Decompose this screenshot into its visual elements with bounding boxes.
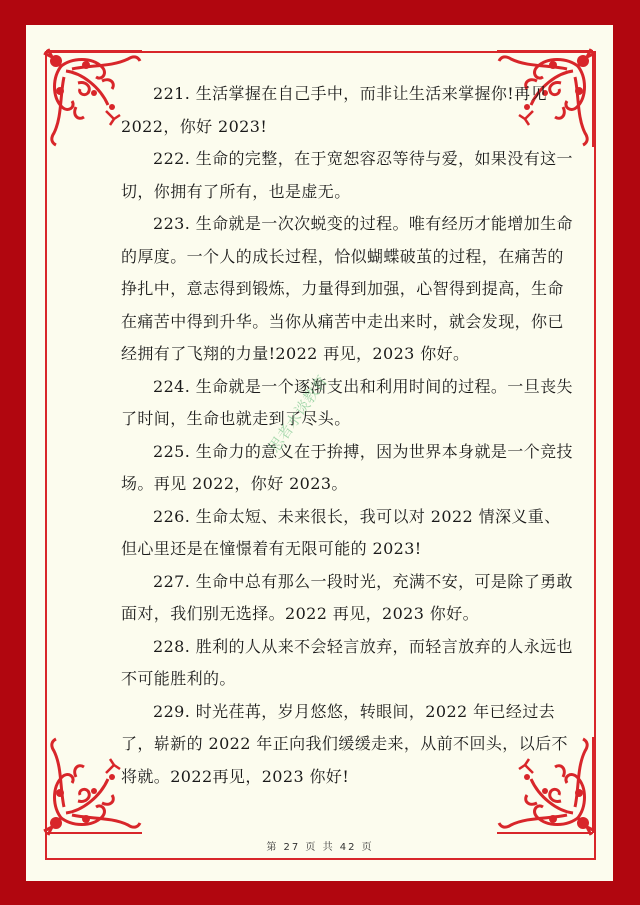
frame-border-bottom: [45, 858, 596, 860]
list-item: 225. 生命力的意义在于拚搏，因为世界本身就是一个竞技场。再见 2022，你好 2023。: [121, 441, 573, 493]
list-item: 224. 生命就是一个逐渐支出和利用时间的过程。一旦丧失了时间，生命也就走到了尽头。: [121, 376, 573, 428]
list-item: 226. 生命太短、未来很长，我可以对 2022 情深义重、但心里还是在憧憬着有无限可能的 2023!: [121, 506, 561, 558]
list-item: 222. 生命的完整，在于宽恕容忍等待与爱，如果没有这一切，你拥有了所有，也是虚无。: [121, 149, 573, 201]
list-item: 227. 生命中总有那么一段时光，充满不安，可是除了勇敢面对，我们别无选择。2022 再见，2023 你好。: [121, 571, 573, 623]
list-item: 221. 生活掌握在自己手中，而非让生活来掌握你!再见2022，你好 2023!: [121, 84, 547, 136]
list-item: 223. 生命就是一次次蜕变的过程。唯有经历才能增加生命的厚度。一个人的成长过程，恰似蝴蝶破茧的过程，在痛苦的挣扎中，意志得到锻炼，力量得到加强，心智得到提高，生命在痛苦中得到升华。当你从痛苦中走出来时，就会发现，你已经拥有了飞翔的力量!2022 再见，2023 你好。: [121, 214, 573, 363]
list-item: 229. 时光荏苒，岁月悠悠，转眼间，2022 年已经过去了，崭新的 2022 年正向我们缓缓走来，从前不回头，以后不将就。2022再见，2023 你好!: [121, 701, 568, 786]
list-item: 228. 胜利的人从来不会轻言放弃，而轻言放弃的人永远也不可能胜利的。: [121, 636, 573, 688]
page-number-footer: 第 27 页 共 42 页: [266, 842, 374, 853]
document-body: [121, 78, 573, 793]
watermark: 思者水谈教育: [265, 371, 332, 456]
